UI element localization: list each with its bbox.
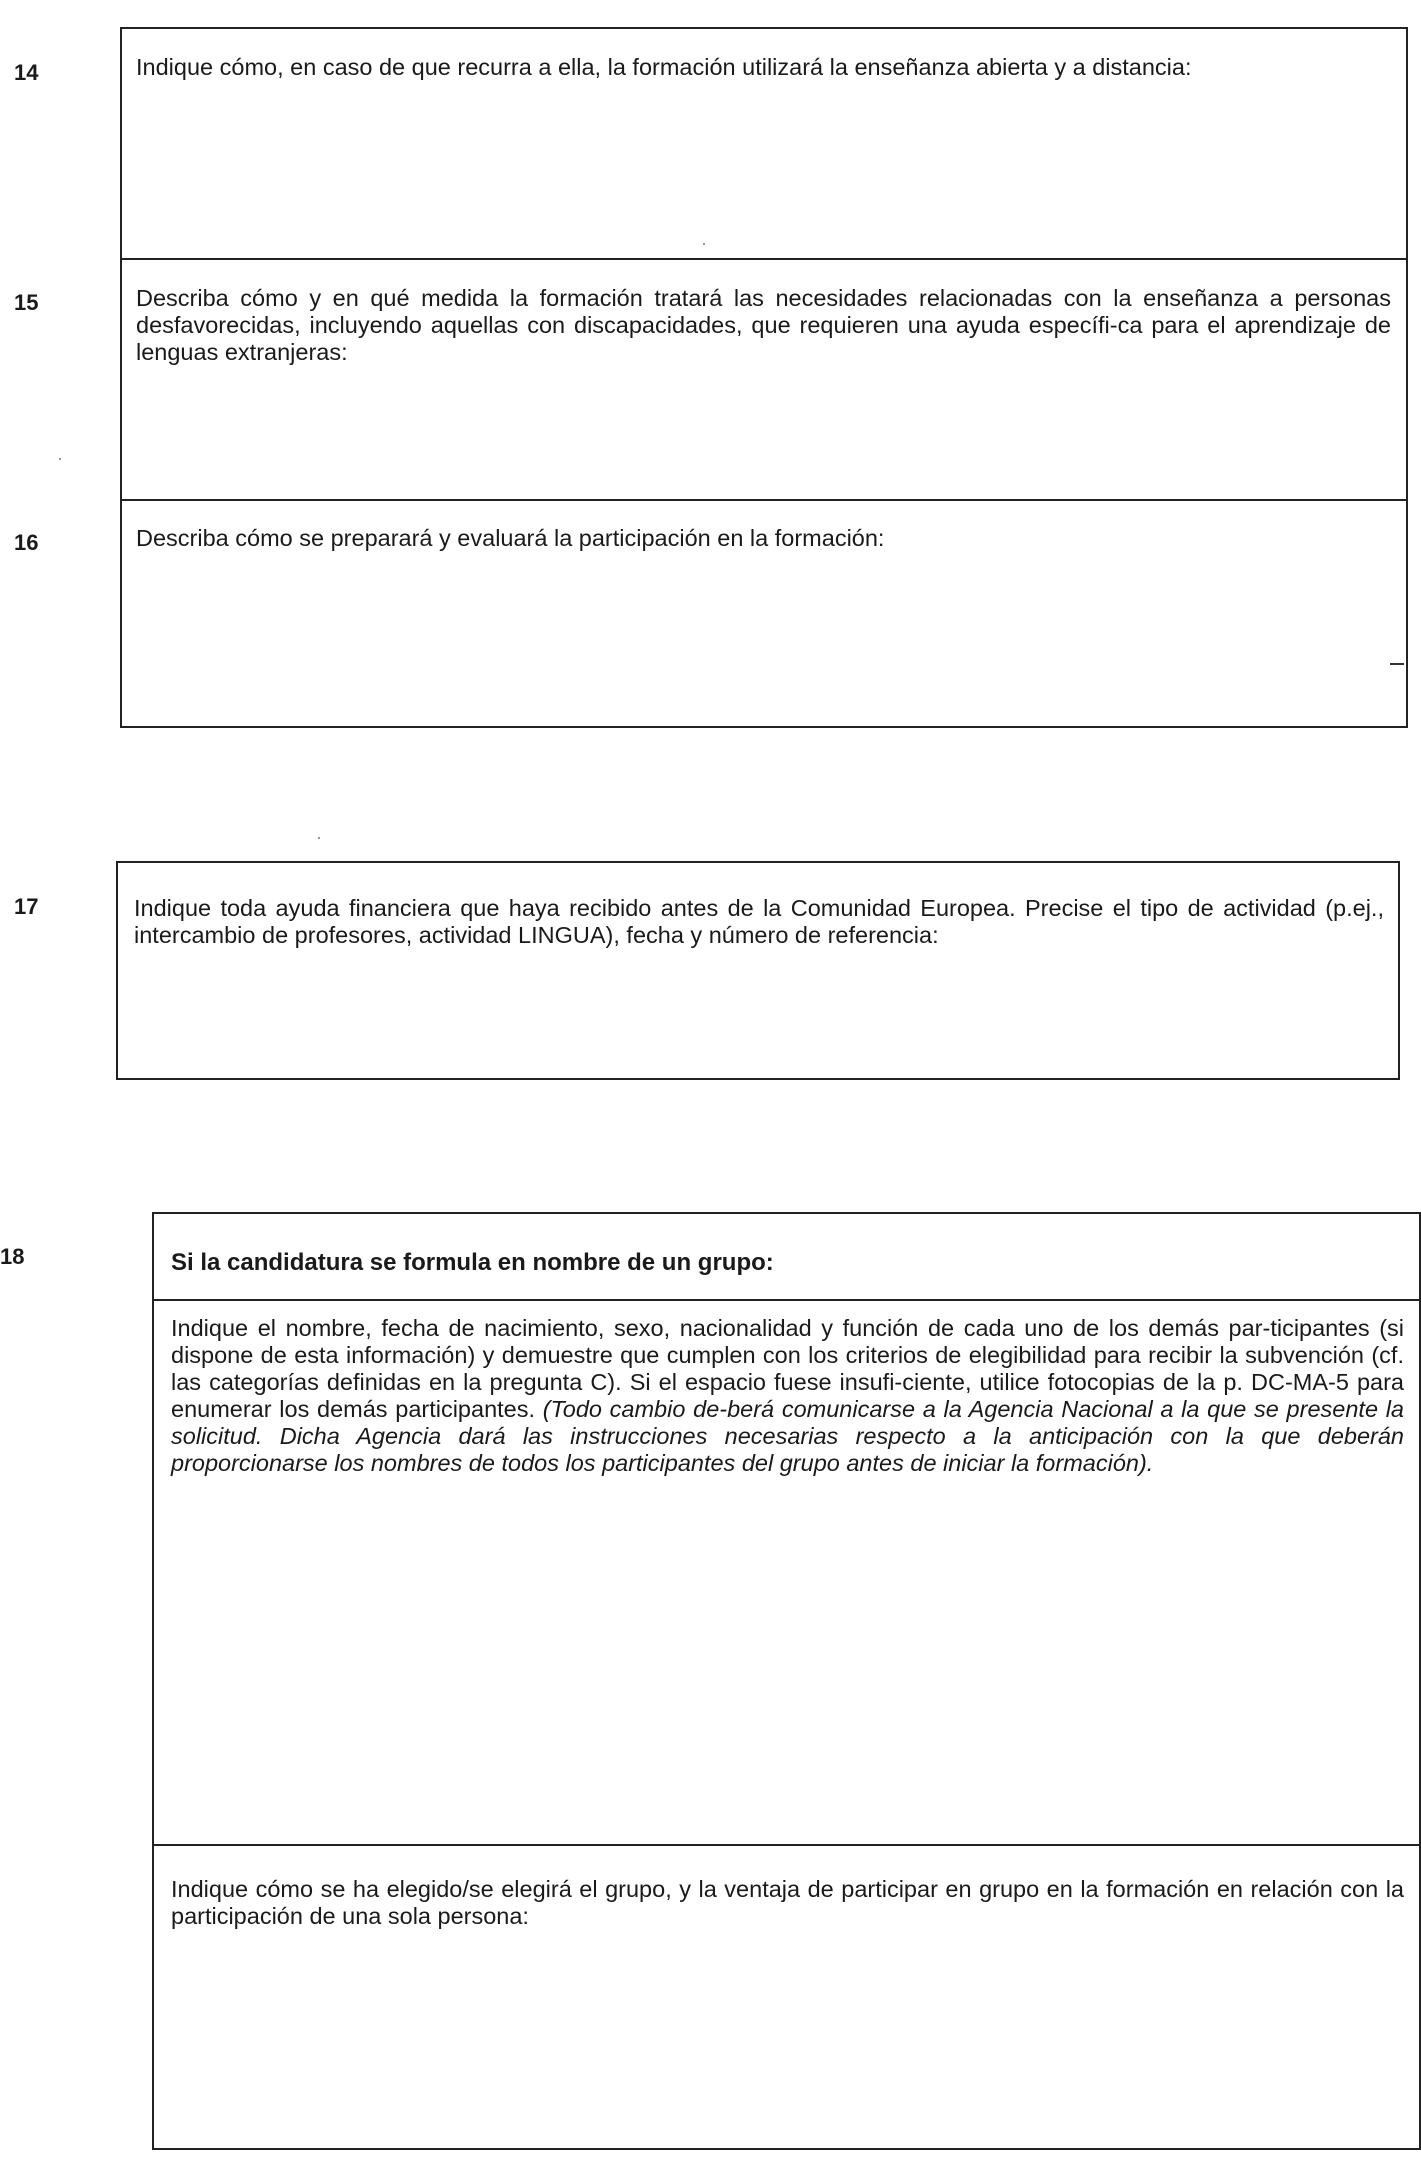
question-number-14: 14 <box>14 60 39 85</box>
scan-speck <box>318 837 320 839</box>
questions-14-16-box <box>120 27 1408 728</box>
question-18-heading: Si la candidatura se formula en nombre de un grupo: <box>171 1249 774 1276</box>
question-18-box <box>152 1212 1421 2150</box>
question-16-text: Describa cómo se preparará y evaluará la participación en la formación: <box>136 525 885 551</box>
question-17-box[interactable] <box>116 861 1400 1080</box>
question-18-part1-section[interactable] <box>154 1299 1419 1844</box>
scan-speck <box>59 458 61 460</box>
question-15-text: Describa cómo y en qué medida la formación tratará las necesidades relacionadas con la enseñanza a personas desfavorecidas, incluyendo aquellas con discapacidades, que requieren una ayuda específi-ca para el aprendizaje de lenguas extranjeras: <box>136 285 1391 365</box>
question-18-part2-text: Indique cómo se ha elegido/se elegirá el grupo, y la ventaja de participar en grupo en la formación en relación con la participación de una sola persona: <box>171 1876 1404 1929</box>
question-14-section[interactable] <box>122 29 1406 258</box>
question-number-15: 15 <box>14 290 39 315</box>
question-18-heading-section <box>154 1214 1419 1299</box>
question-number-16: 16 <box>14 530 39 555</box>
question-18-part2-section[interactable] <box>154 1844 1419 2148</box>
question-16-section[interactable] <box>122 499 1406 726</box>
question-15-section[interactable] <box>122 258 1406 499</box>
question-number-18: 18 <box>0 1244 25 1269</box>
question-18-italic-note: (Todo cambio de-berá comunicarse a la Agencia Nacional a la que se presente la solicitud. Dicha Agencia dará las instrucciones necesarias respecto a la anticipación con la que deberán proporcionarse los nombres de todos los participantes del grupo antes de iniciar la formación). <box>171 1396 1405 1476</box>
stray-mark <box>1390 663 1404 665</box>
question-18-part1-text <box>171 1315 1404 1477</box>
question-17-text: Indique toda ayuda financiera que haya recibido antes de la Comunidad Europea. Precise el tipo de actividad (p.ej., intercambio de profesores, actividad LINGUA), fecha y número de referencia: <box>134 895 1384 948</box>
question-18-instructions: Indique el nombre, fecha de nacimiento, sexo, nacionalidad y función de cada uno de los demás par-ticipantes (si dispone de esta información) y demuestre que cumplen con los criterios de elegibilidad para recibir la subvención (cf. las categorías definidas en la pregunta C). Si el espacio fuese insufi-ciente, utilice fotocopias de la p. DC-MA-5 para enumerar los demás participantes. <box>171 1315 1404 1422</box>
scan-speck <box>703 243 705 245</box>
question-number-17: 17 <box>14 894 39 919</box>
question-14-text: Indique cómo, en caso de que recurra a ella, la formación utilizará la enseñanza abierta y a distancia: <box>136 54 1192 80</box>
